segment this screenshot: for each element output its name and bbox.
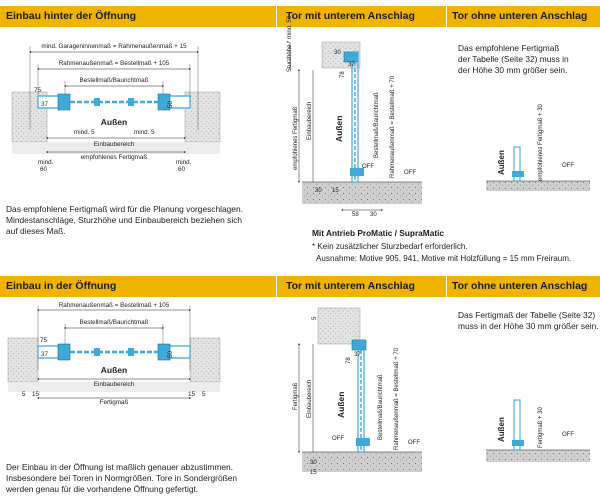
s2-mid-30: 30 [310, 460, 317, 466]
s2-mid-5: 5 [312, 316, 318, 320]
mind60-left: mind. [38, 159, 54, 166]
right-text-line: Das empfohlene Fertigmaß [458, 43, 560, 53]
dim-30c: 30 [370, 212, 377, 218]
sturz-label: Sturzhöhe * mind. 50 [287, 15, 293, 72]
fertig-vertical: empfohlenes Fertigmaß [293, 106, 299, 170]
section2-header [0, 276, 600, 297]
dim-37-mid: 37 [348, 62, 355, 68]
bestell-vertical: Bestellmaß/Baurichtmaß [374, 92, 380, 158]
section1-right-detail [486, 104, 596, 195]
section2-right-detail [486, 398, 596, 468]
s2-aussen-vertical: Außen [336, 391, 346, 418]
dim-30b: 30 [315, 188, 322, 194]
section2-right-text [458, 310, 599, 332]
aussen-detail: Außen [497, 150, 506, 175]
s2-einbau: Einbaubereich [307, 379, 313, 418]
section2-header-col1: Einbau in der Öffnung [6, 280, 117, 292]
section1-header-col3: Tor ohne unteren Anschlag [452, 10, 588, 22]
s2-dim-37: 37 [41, 351, 49, 358]
s2-off-1: OFF [332, 436, 344, 442]
section1-plan-diagram [0, 30, 276, 180]
note-title: Mit Antrieb ProMatic / SupraMatic [312, 228, 444, 238]
mind60-right-value: 60 [178, 166, 186, 173]
fertigmass-label: empfohlenes Fertigmaß [80, 154, 148, 161]
s2-mid-15: 15 [310, 470, 317, 476]
dim-58: 58 [352, 212, 359, 218]
s2-dim-5b: 5 [202, 391, 206, 398]
dim-garage-label: mind. Garageninnenmaß = Rahmenaußenmaß + 15 [41, 43, 187, 50]
section1-text-line: Mindestanschläge, Sturzhöhe und Einbaubereich beziehen sich [6, 215, 243, 225]
section2-text-line: werden genau für die vorhandene Öffnung gefertigt. [6, 484, 199, 494]
s2-rahmen: Rahmenaußenmaß = Bestellmaß + 70 [394, 347, 400, 450]
aussen-vertical: Außen [334, 115, 344, 142]
section1-header-col1: Einbau hinter der Öffnung [6, 10, 137, 22]
s2-mid-78: 78 [346, 357, 352, 364]
dim-50: 50 [167, 100, 174, 108]
section1-header-col2: Tor mit unterem Anschlag [286, 10, 415, 22]
dim-78: 78 [340, 71, 346, 78]
aussen-label: Außen [100, 117, 128, 127]
dim-15: 15 [332, 188, 339, 194]
s2-detail-label: Fertigmaß + 30 [538, 407, 544, 448]
s2-einbaubereich: Einbaubereich [93, 381, 135, 388]
off-label-2: OFF [404, 170, 416, 176]
s2-fertigmass: Fertigmaß [99, 399, 129, 406]
section2-description [6, 462, 237, 495]
s2-dim-5a: 5 [22, 391, 26, 398]
s2-off-2: OFF [408, 440, 420, 446]
mind5-left: mind. 5 [74, 129, 95, 136]
right-text-line: der Höhe 30 mm größer sein. [458, 65, 568, 75]
dim-37: 37 [41, 101, 49, 108]
detail-label: empfohlenes Fertigmaß + 30 [538, 104, 544, 181]
s2-dim-15a: 15 [32, 391, 40, 398]
s2-mid-37: 37 [354, 352, 361, 358]
section2-plan-diagram [0, 300, 276, 410]
dim-30: 30 [334, 50, 341, 56]
section1-description [6, 204, 243, 237]
einbau-vertical: Einbaubereich [307, 101, 313, 140]
s2-aussen: Außen [100, 365, 128, 375]
s2-dim-75: 75 [40, 337, 48, 344]
off-label-1: OFF [362, 164, 374, 170]
right-text-line: muss in der Höhe 30 mm größer sein. [458, 321, 599, 331]
s2-aussen-detail: Außen [497, 417, 506, 442]
s2-dim-rahmen: Rahmenaußenmaß = Bestellmaß + 105 [58, 302, 170, 309]
section2-header-col3: Tor ohne unteren Anschlag [452, 280, 588, 292]
s2-fertig: Fertigmaß [293, 382, 299, 410]
section1-header [0, 6, 600, 27]
section1-right-text [458, 43, 569, 76]
dim-75: 75 [34, 87, 42, 94]
dim-rahmen-label: Rahmenaußenmaß = Bestellmaß + 105 [58, 60, 170, 67]
s2-dim-bestell: Bestellmaß/Baurichtmaß [79, 319, 149, 326]
mind5-right: mind. 5 [134, 129, 155, 136]
note-line-2: Ausnahme: Motive 905, 941, Motive mit Holzfüllung = 15 mm Freiraum. [316, 254, 572, 263]
einbaubereich-label: Einbaubereich [93, 141, 135, 148]
section1-text-line: Das empfohlene Fertigmaß wird für die Planung vorgeschlagen. [6, 204, 243, 214]
off-detail: OFF [562, 163, 574, 169]
section2-text-line: Insbesondere bei Toren in Normgrößen. Tore in Sondergrößen [6, 473, 238, 483]
right-text-line: Das Fertigmaß der Tabelle (Seite 32) [458, 310, 596, 320]
s2-off-detail: OFF [562, 432, 574, 438]
mind60-right: mind. [176, 159, 192, 166]
s2-dim-50: 50 [167, 350, 174, 358]
rahmen-vertical: Rahmenaußenmaß = Bestellmaß + 70 [390, 75, 396, 178]
note-line-1: * Kein zusätzlicher Sturzbedarf erforderlich. [312, 242, 468, 251]
right-text-line: der Tabelle (Seite 32) muss in [458, 54, 569, 64]
section1-text-line: auf dieses Maß. [6, 226, 66, 236]
section2-text-line: Der Einbau in der Öffnung ist maßlich genauer abzustimmen. [6, 462, 234, 472]
section2-header-col2: Tor mit unterem Anschlag [286, 280, 415, 292]
dim-bestell-label: Bestellmaß/Baurichtmaß [79, 77, 149, 84]
section2-section-diagram [282, 300, 442, 480]
s2-bestell: Bestellmaß/Baurichtmaß [378, 374, 384, 440]
s2-dim-15b: 15 [188, 391, 196, 398]
mind60-left-value: 60 [40, 166, 48, 173]
